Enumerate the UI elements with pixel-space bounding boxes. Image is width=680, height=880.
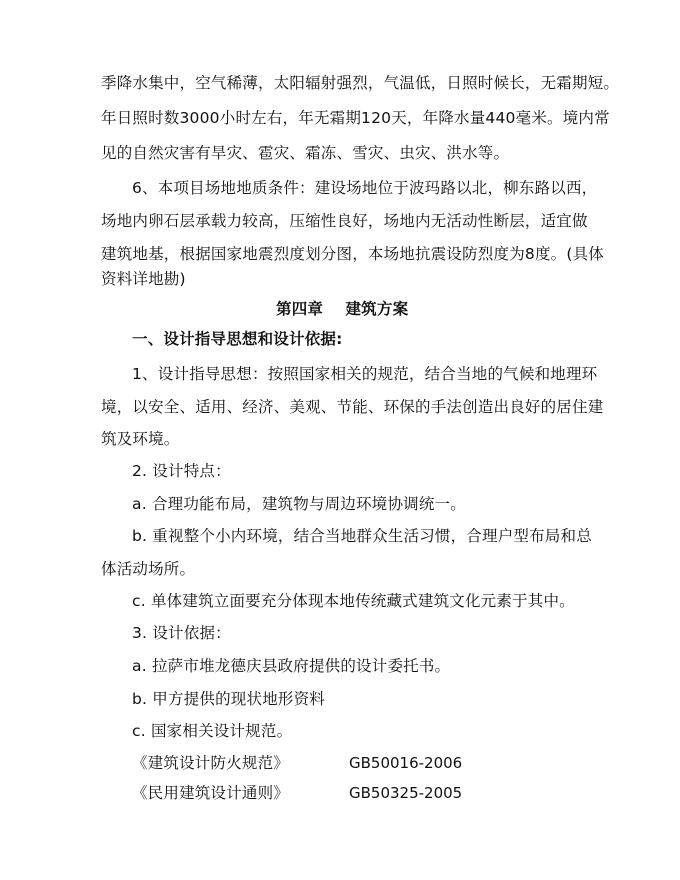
geology-paragraph-line: 6、本项目场地地质条件：建设场地位于波玛路以北，柳东路以西，: [132, 179, 598, 197]
reference-code: GB50325-2005: [349, 784, 463, 802]
section-heading: 一、设计指导思想和设计依据:: [132, 330, 343, 348]
design-guide-line: 境，以安全、适用、经济、美观、节能、环保的手法创造出良好的居住建: [101, 398, 604, 416]
feature-item: b. 重视整个小内环境，结合当地群众生活习惯，合理户型布局和总: [132, 527, 592, 545]
basis-item: c. 国家相关设计规范。: [132, 722, 293, 740]
basis-item: b. 甲方提供的现状地形资料: [132, 690, 325, 708]
climate-paragraph-line: 年日照时数3000小时左右，年无霜期120天，年降水量440毫米。境内常: [101, 109, 610, 127]
climate-paragraph-line: 季降水集中，空气稀薄，太阳辐射强烈，气温低，日照时候长，无霜期短。: [101, 74, 620, 92]
reference-name: 《建筑设计防火规范》: [132, 754, 290, 772]
climate-paragraph-line: 见的自然灾害有旱灾、雹灾、霜冻、雪灾、虫灾、洪水等。: [101, 144, 510, 162]
geology-paragraph-line: 资料详地勘): [101, 270, 186, 288]
feature-item: a. 合理功能布局，建筑物与周边环境协调统一。: [132, 495, 466, 513]
basis-heading: 3. 设计依据：: [132, 624, 231, 642]
design-guide-line: 筑及环境。: [101, 430, 180, 448]
geology-paragraph-line: 场地内卵石层承载力较高，压缩性良好，场地内无活动性断层，适宜做: [101, 212, 588, 230]
design-guide-line: 1、设计指导思想：按照国家相关的规范，结合当地的气候和地理环: [132, 365, 598, 383]
geology-paragraph-line: 建筑地基，根据国家地震烈度划分图，本场地抗震设防烈度为8度。(具体: [101, 245, 605, 263]
basis-item: a. 拉萨市堆龙德庆县政府提供的设计委托书。: [132, 657, 451, 675]
chapter-title: 第四章 建筑方案: [276, 300, 409, 318]
reference-code: GB50016-2006: [349, 754, 463, 772]
features-heading: 2. 设计特点：: [132, 462, 231, 480]
feature-item: c. 单体建筑立面要充分体现本地传统藏式建筑文化元素于其中。: [132, 592, 575, 610]
feature-item: 体活动场所。: [101, 560, 196, 578]
reference-name: 《民用建筑设计通则》: [132, 784, 290, 802]
